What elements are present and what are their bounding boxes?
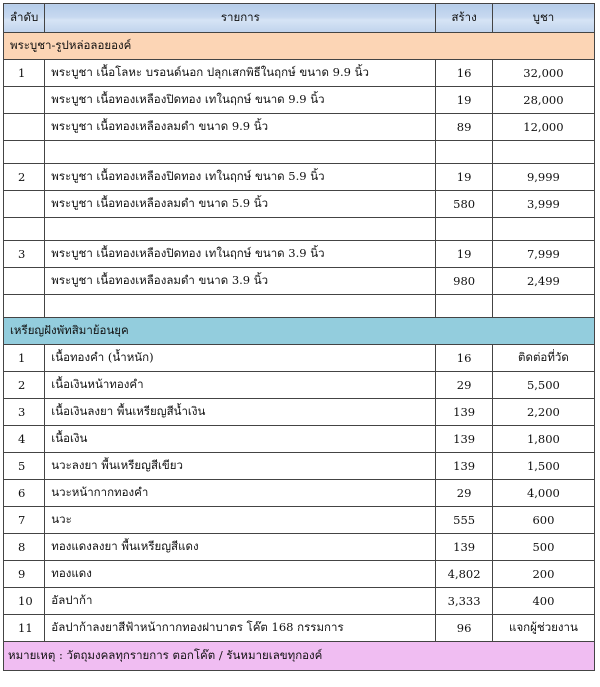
- row-built: 3,333: [436, 588, 492, 615]
- table-row: [4, 453, 595, 480]
- empty-cell: [492, 218, 594, 241]
- row-built: 139: [436, 399, 492, 426]
- row-built: 16: [436, 60, 492, 87]
- table-row: [4, 615, 595, 642]
- table-row: [4, 561, 595, 588]
- row-no: 2: [4, 164, 45, 191]
- note-text: หมายเหตุ : วัตถุมงคลทุกรายการ ตอกโค๊ต / รันหมายเลขทุกองค์: [4, 642, 595, 671]
- row-item: เนื้อทองคำ (น้ำหนัก): [45, 345, 436, 372]
- row-price: 500: [492, 534, 594, 561]
- spacer-row: [4, 218, 595, 241]
- row-no: 2: [4, 372, 45, 399]
- row-no: 8: [4, 534, 45, 561]
- row-item: พระบูชา เนื้อทองเหลืองปิดทอง เทในฤกษ์ ขนาด 9.9 นิ้ว: [45, 87, 436, 114]
- row-built: 139: [436, 534, 492, 561]
- row-built: 139: [436, 426, 492, 453]
- row-price: 12,000: [492, 114, 594, 141]
- row-item: อัลปาก้าลงยาสีฟ้าหน้ากากทองฝาบาตร โค๊ต 168 กรรมการ: [45, 615, 436, 642]
- row-item: พระบูชา เนื้อทองเหลืองลมดำ ขนาด 9.9 นิ้ว: [45, 114, 436, 141]
- row-built: 96: [436, 615, 492, 642]
- section-heading: [4, 33, 595, 60]
- row-built: 139: [436, 453, 492, 480]
- row-price: 2,499: [492, 268, 594, 295]
- row-price: 1,800: [492, 426, 594, 453]
- header-price: บูชา: [492, 4, 594, 33]
- row-no: 9: [4, 561, 45, 588]
- empty-cell: [45, 295, 436, 318]
- row-built: 19: [436, 241, 492, 268]
- row-price: 2,200: [492, 399, 594, 426]
- row-built: 29: [436, 372, 492, 399]
- section-heading: [4, 318, 595, 345]
- row-no: 4: [4, 426, 45, 453]
- row-item: นวะหน้ากากทองคำ: [45, 480, 436, 507]
- row-built: 29: [436, 480, 492, 507]
- row-built: 19: [436, 87, 492, 114]
- table-row: [4, 399, 595, 426]
- row-built: 19: [436, 164, 492, 191]
- row-no: 1: [4, 345, 45, 372]
- table-row: [4, 191, 595, 218]
- row-built: 89: [436, 114, 492, 141]
- table-row: [4, 588, 595, 615]
- table-row: [4, 60, 595, 87]
- table-row: [4, 241, 595, 268]
- row-price: 9,999: [492, 164, 594, 191]
- row-item: ทองแดงลงยา พื้นเหรียญสีแดง: [45, 534, 436, 561]
- empty-cell: [436, 295, 492, 318]
- row-no: 7: [4, 507, 45, 534]
- row-no: 1: [4, 60, 45, 87]
- table-row: [4, 480, 595, 507]
- row-item: เนื้อเงิน: [45, 426, 436, 453]
- row-built: 4,802: [436, 561, 492, 588]
- empty-cell: [4, 141, 45, 164]
- row-built: 555: [436, 507, 492, 534]
- row-built: 580: [436, 191, 492, 218]
- row-price: ติดต่อที่วัด: [492, 345, 594, 372]
- empty-cell: [492, 141, 594, 164]
- row-no: [4, 268, 45, 295]
- header-item: รายการ: [45, 4, 436, 33]
- row-no: [4, 191, 45, 218]
- spacer-row: [4, 141, 595, 164]
- row-no: 6: [4, 480, 45, 507]
- empty-cell: [436, 218, 492, 241]
- row-price: 1,500: [492, 453, 594, 480]
- header-no: ลำดับ: [4, 4, 45, 33]
- row-item: พระบูชา เนื้อทองเหลืองลมดำ ขนาด 5.9 นิ้ว: [45, 191, 436, 218]
- row-item: นวะ: [45, 507, 436, 534]
- empty-cell: [4, 218, 45, 241]
- table-row: [4, 345, 595, 372]
- empty-cell: [4, 295, 45, 318]
- row-price: 3,999: [492, 191, 594, 218]
- row-no: 5: [4, 453, 45, 480]
- row-price: 7,999: [492, 241, 594, 268]
- note-row: [4, 642, 595, 671]
- table-row: [4, 372, 595, 399]
- row-item: เนื้อเงินหน้าทองคำ: [45, 372, 436, 399]
- row-no: 10: [4, 588, 45, 615]
- row-price: 600: [492, 507, 594, 534]
- row-no: [4, 114, 45, 141]
- table-row: [4, 534, 595, 561]
- row-no: [4, 87, 45, 114]
- empty-cell: [492, 295, 594, 318]
- row-item: พระบูชา เนื้อทองเหลืองปิดทอง เทในฤกษ์ ขนาด 3.9 นิ้ว: [45, 241, 436, 268]
- row-item: เนื้อเงินลงยา พื้นเหรียญสีน้ำเงิน: [45, 399, 436, 426]
- row-price: 400: [492, 588, 594, 615]
- table-row: [4, 87, 595, 114]
- row-item: นวะลงยา พื้นเหรียญสีเขียว: [45, 453, 436, 480]
- row-price: 4,000: [492, 480, 594, 507]
- section-title: เหรียญฝังพัทสิมาย้อนยุค: [4, 318, 595, 345]
- table-row: [4, 507, 595, 534]
- row-no: 11: [4, 615, 45, 642]
- empty-cell: [45, 218, 436, 241]
- row-price: 32,000: [492, 60, 594, 87]
- price-list-table: [3, 3, 595, 671]
- header-built: สร้าง: [436, 4, 492, 33]
- table-row: [4, 268, 595, 295]
- row-item: พระบูชา เนื้อทองเหลืองลมดำ ขนาด 3.9 นิ้ว: [45, 268, 436, 295]
- row-no: 3: [4, 241, 45, 268]
- row-item: พระบูชา เนื้อโลหะ บรอนด์นอก ปลุกเสกพิธีในฤกษ์ ขนาด 9.9 นิ้ว: [45, 60, 436, 87]
- row-built: 16: [436, 345, 492, 372]
- table-row: [4, 426, 595, 453]
- empty-cell: [436, 141, 492, 164]
- row-built: 980: [436, 268, 492, 295]
- row-item: ทองแดง: [45, 561, 436, 588]
- row-price: 5,500: [492, 372, 594, 399]
- table-row: [4, 164, 595, 191]
- spacer-row: [4, 295, 595, 318]
- row-price: แจกผู้ช่วยงาน: [492, 615, 594, 642]
- header-row: [4, 4, 595, 33]
- section-title: พระบูชา-รูปหล่อลอยองค์: [4, 33, 595, 60]
- row-no: 3: [4, 399, 45, 426]
- row-price: 200: [492, 561, 594, 588]
- empty-cell: [45, 141, 436, 164]
- row-item: อัลปาก้า: [45, 588, 436, 615]
- row-price: 28,000: [492, 87, 594, 114]
- table-row: [4, 114, 595, 141]
- row-item: พระบูชา เนื้อทองเหลืองปิดทอง เทในฤกษ์ ขนาด 5.9 นิ้ว: [45, 164, 436, 191]
